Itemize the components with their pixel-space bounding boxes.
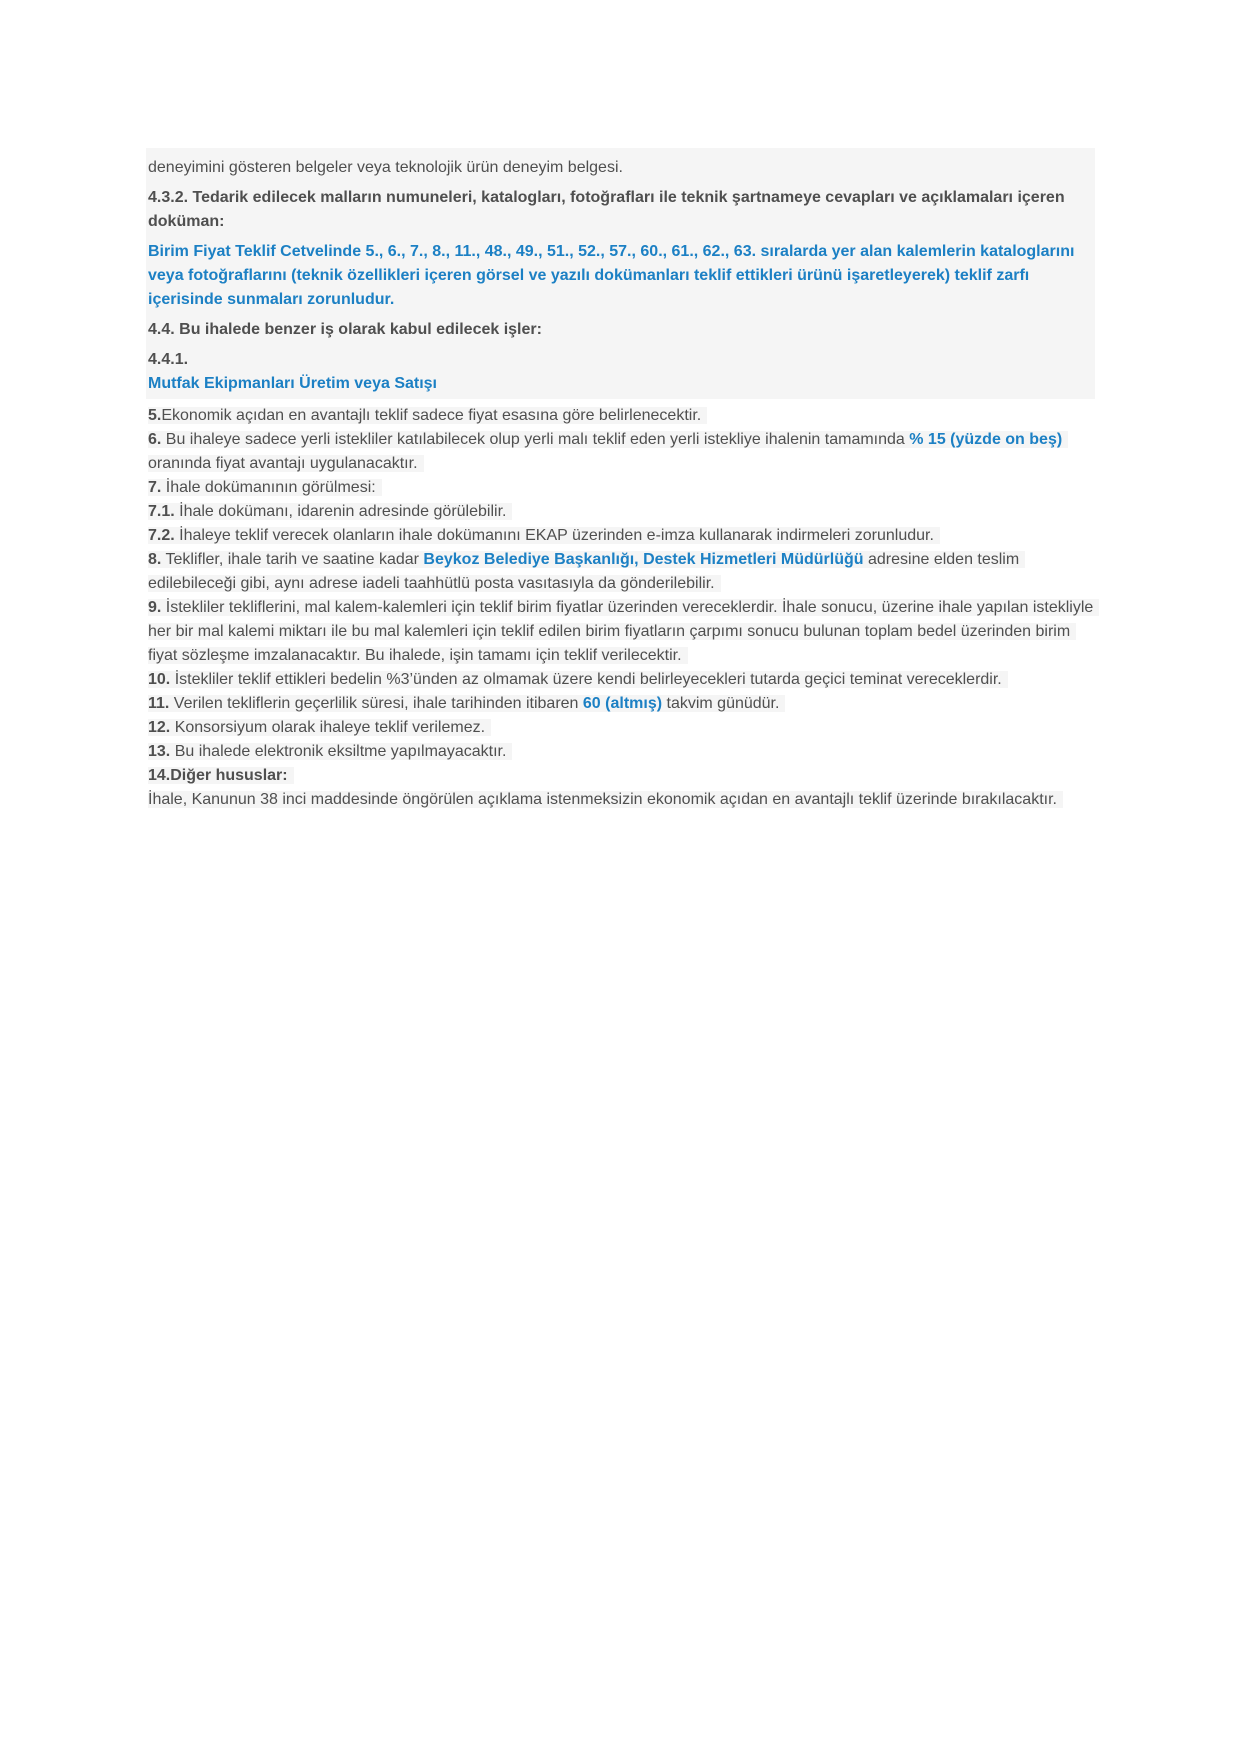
text-run: takvim günüdür. bbox=[662, 695, 780, 712]
section-qualification bbox=[146, 148, 1095, 399]
emphasis-blue: Mutfak Ekipmanları Üretim veya Satışı bbox=[148, 375, 437, 392]
item-number: 7.1. bbox=[148, 503, 175, 520]
text-run: Bu ihalede elektronik eksiltme yapılmayacaktır. bbox=[170, 743, 507, 760]
item-14 bbox=[148, 764, 1095, 788]
text-run: Konsorsiyum olarak ihaleye teklif verilemez. bbox=[170, 719, 486, 736]
benzer-is-value bbox=[148, 372, 1093, 396]
highlighted-text bbox=[148, 599, 1099, 664]
highlighted-text bbox=[148, 791, 1063, 808]
text-run: İstekliler teklif ettikleri bedelin %3’ünden az olmamak üzere kendi belirleyecekleri tutarda geçici teminat vereceklerdir. bbox=[170, 671, 1002, 688]
item-number: 7. bbox=[148, 479, 162, 496]
section-items bbox=[146, 404, 1095, 812]
note-birim-fiyat bbox=[148, 240, 1093, 312]
highlighted-text bbox=[148, 407, 707, 424]
item-8 bbox=[148, 548, 1095, 596]
text-run: 4.4.1. bbox=[148, 351, 189, 368]
highlighted-text bbox=[148, 671, 1008, 688]
paragraph-deneyimini bbox=[148, 156, 1093, 180]
text-run: Verilen tekliflerin geçerlilik süresi, ihale tarihinden itibaren bbox=[169, 695, 583, 712]
highlighted-text bbox=[148, 527, 940, 544]
emphasis-blue: Birim Fiyat Teklif Cetvelinde 5., 6., 7., 8., 11., 48., 49., 51., 52., 57., 60., 61., 62., 63. sıralarda yer alan kalemlerin kataloglarını veya fotoğraflarını (teknik özellikleri içeren görsel ve yazılı dokümanları teklif ettikleri ürünü işaretleyerek) teklif zarfı içerisinde sunmaları zorunludur. bbox=[148, 243, 1075, 308]
highlighted-text bbox=[148, 503, 512, 520]
item-13 bbox=[148, 740, 1095, 764]
text-run: Teklifler, ihale tarih ve saatine kadar bbox=[161, 551, 424, 568]
text-run: 4.4. Bu ihalede benzer iş olarak kabul edilecek işler: bbox=[148, 321, 542, 338]
highlighted-text bbox=[148, 695, 785, 712]
text-run: Bu ihaleye sadece yerli istekliler katılabilecek olup yerli malı teklif eden yerli istekliye ihalenin tamamında bbox=[161, 431, 910, 448]
text-run: İhale, Kanunun 38 inci maddesinde öngörülen açıklama istenmeksizin ekonomik açıdan en avantajlı teklif üzerinde bırakılacaktır. bbox=[148, 791, 1057, 808]
item-6 bbox=[148, 428, 1095, 476]
item-number: 5. bbox=[148, 407, 162, 424]
text-run: 4.3.2. Tedarik edilecek malların numuneleri, katalogları, fotoğrafları ile teknik şartnameye cevapları ve açıklamaları içeren doküman: bbox=[148, 189, 1065, 230]
heading-4-3-2 bbox=[148, 186, 1093, 234]
item-7-2 bbox=[148, 524, 1095, 548]
item-7 bbox=[148, 476, 1095, 500]
item-number: 11. bbox=[148, 695, 170, 712]
item-number: 14.Diğer hususlar: bbox=[148, 767, 288, 784]
item-5 bbox=[148, 404, 1095, 428]
text-run: İstekliler tekliflerini, mal kalem-kalemleri için teklif birim fiyatlar üzerinden vereceklerdir. İhale sonucu, üzerine ihale yapılan istekliyle her bir mal kalemi miktarı ile bu mal kalemleri için teklif edilen birim fiyatların çarpımı sonucu bulunan toplam bedel üzerinden birim fiyat sözleşme imzalanacaktır. Bu ihalede, işin tamamı için teklif verilecektir. bbox=[148, 599, 1094, 664]
highlighted-text bbox=[148, 719, 491, 736]
text-run: adresine elden teslim edilebileceği gibi, aynı adrese iadeli taahhütlü posta vasıtasıyla da gönderilebilir. bbox=[148, 551, 1020, 592]
item-12 bbox=[148, 716, 1095, 740]
document-body bbox=[146, 148, 1095, 812]
text-run: İhale dokümanı, idarenin adresinde görülebilir. bbox=[174, 503, 507, 520]
highlighted-text bbox=[148, 767, 294, 784]
text-run: İhaleye teklif verecek olanların ihale dokümanını EKAP üzerinden e-imza kullanarak indirmeleri zorunludur. bbox=[174, 527, 934, 544]
highlighted-text bbox=[148, 479, 382, 496]
item-number: 9. bbox=[148, 599, 162, 616]
emphasis-blue: Beykoz Belediye Başkanlığı, Destek Hizmetleri Müdürlüğü bbox=[423, 551, 864, 568]
emphasis-blue: % 15 (yüzde on beş) bbox=[909, 431, 1063, 448]
text-run: İhale dokümanının görülmesi: bbox=[161, 479, 376, 496]
item-9 bbox=[148, 596, 1095, 668]
highlighted-text bbox=[148, 743, 512, 760]
highlighted-text bbox=[148, 431, 1068, 472]
item-11 bbox=[148, 692, 1095, 716]
item-number: 10. bbox=[148, 671, 171, 688]
item-7-1 bbox=[148, 500, 1095, 524]
text-run: oranında fiyat avantajı uygulanacaktır. bbox=[148, 455, 418, 472]
item-number: 7.2. bbox=[148, 527, 175, 544]
heading-4-4-1 bbox=[148, 348, 1093, 372]
item-number: 8. bbox=[148, 551, 162, 568]
item-number: 13. bbox=[148, 743, 171, 760]
emphasis-blue: 60 (altmış) bbox=[582, 695, 663, 712]
item-10 bbox=[148, 668, 1095, 692]
heading-4-4 bbox=[148, 318, 1093, 342]
text-run: deneyimini gösteren belgeler veya teknolojik ürün deneyim belgesi. bbox=[148, 159, 623, 176]
text-run: Ekonomik açıdan en avantajlı teklif sadece fiyat esasına göre belirlenecektir. bbox=[161, 407, 702, 424]
highlighted-text bbox=[148, 551, 1025, 592]
item-number: 12. bbox=[148, 719, 171, 736]
item-number: 6. bbox=[148, 431, 162, 448]
closing-paragraph bbox=[148, 788, 1095, 812]
